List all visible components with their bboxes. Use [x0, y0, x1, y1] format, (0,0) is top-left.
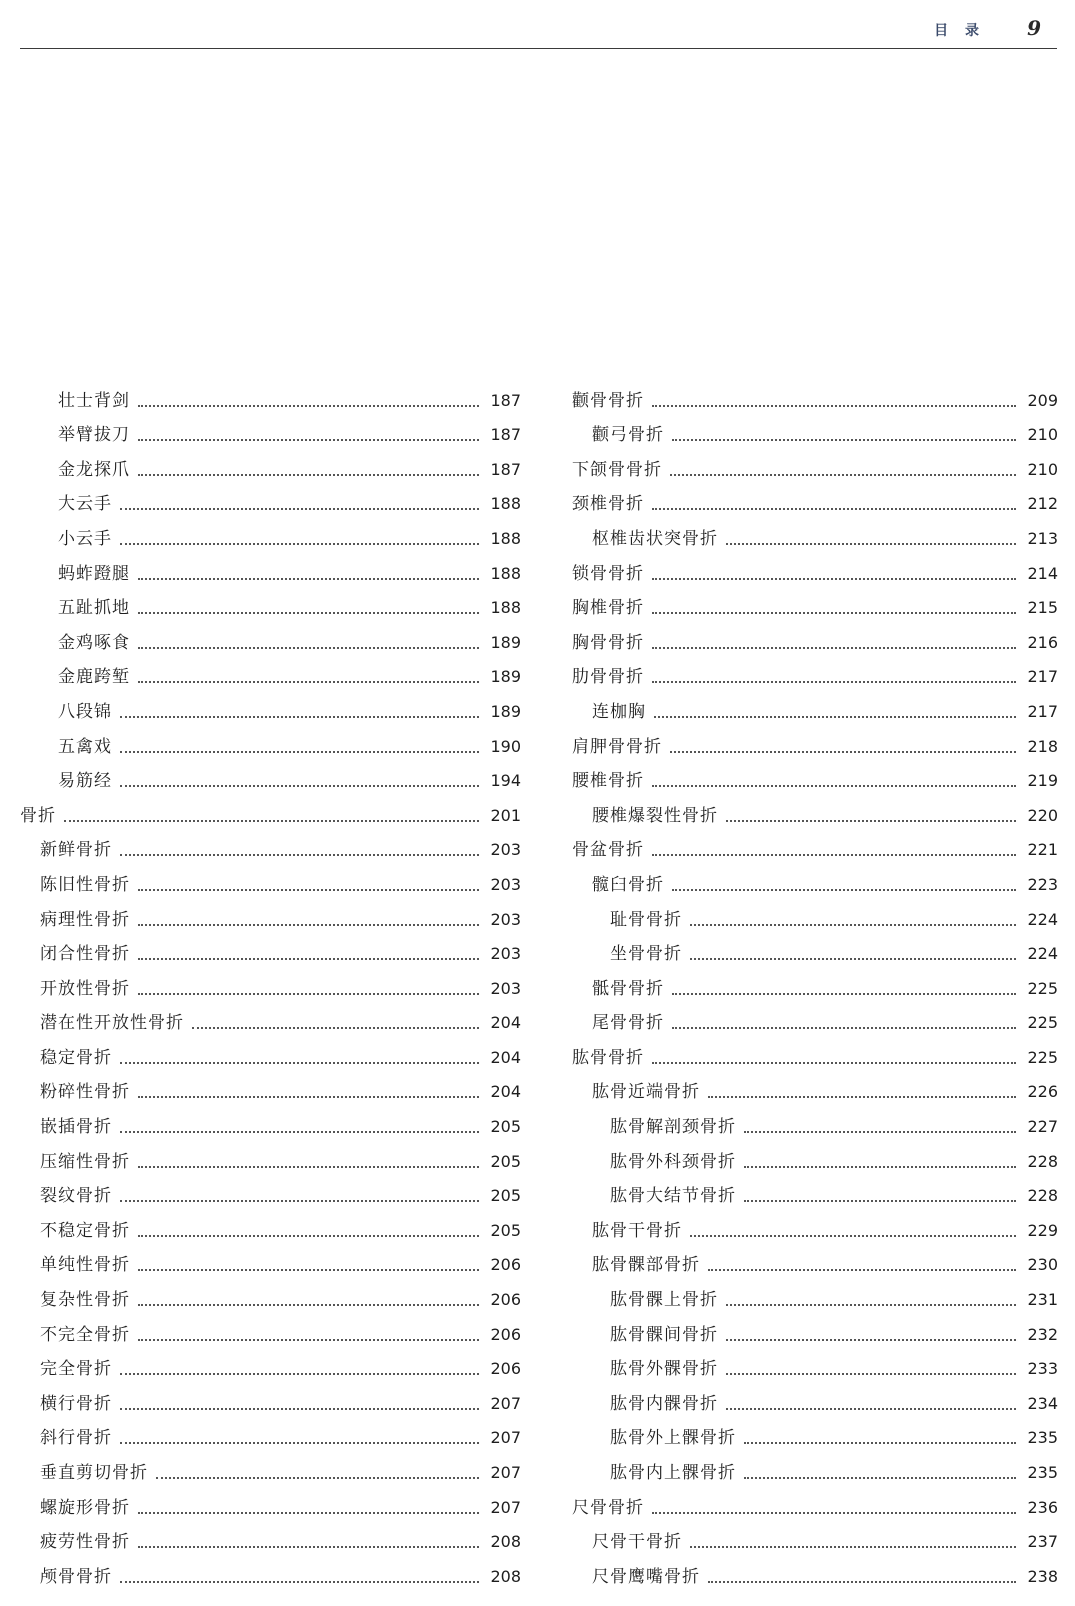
dot-leader — [652, 681, 1016, 683]
toc-entry — [20, 451, 521, 486]
toc-entry-title: 肱骨外上髁骨折 — [610, 1428, 736, 1449]
toc-entry-page-number: 203 — [490, 909, 521, 929]
toc-entry — [572, 1316, 1058, 1351]
toc-entry — [572, 1212, 1058, 1247]
toc-entry-page-number: 208 — [490, 1566, 521, 1586]
toc-entry-page-number: 210 — [1027, 425, 1058, 445]
dot-leader — [120, 1373, 479, 1375]
toc-entry-title: 易筋经 — [58, 771, 112, 792]
toc-entry — [20, 382, 521, 417]
toc-entry-page-number: 205 — [490, 1117, 521, 1137]
toc-entry-page-number: 189 — [490, 632, 521, 652]
toc-entry-page-number: 225 — [1027, 978, 1058, 998]
toc-entry-title: 颧骨骨折 — [572, 390, 644, 411]
toc-entry — [20, 1039, 521, 1074]
dot-leader — [744, 1477, 1016, 1479]
toc-entry-title: 连枷胸 — [592, 701, 646, 722]
toc-entry-title: 肩胛骨骨折 — [572, 736, 662, 757]
toc-entry-title: 耻骨骨折 — [610, 909, 682, 930]
toc-entry — [20, 1281, 521, 1316]
dot-leader — [120, 1442, 479, 1444]
toc-entry — [572, 693, 1058, 728]
toc-entry-title: 大云手 — [58, 494, 112, 515]
toc-entry-title: 疲劳性骨折 — [40, 1532, 130, 1553]
toc-entry-title: 腰椎爆裂性骨折 — [592, 805, 718, 826]
toc-entry — [572, 1074, 1058, 1109]
dot-leader — [672, 993, 1016, 995]
dot-leader — [138, 612, 479, 614]
dot-leader — [726, 820, 1016, 822]
toc-entry-page-number: 228 — [1027, 1186, 1058, 1206]
dot-leader — [652, 647, 1016, 649]
toc-entry-title: 裂纹骨折 — [40, 1186, 112, 1207]
dot-leader — [652, 1062, 1016, 1064]
toc-entry-page-number: 207 — [490, 1428, 521, 1448]
toc-entry-title: 肱骨内上髁骨折 — [610, 1463, 736, 1483]
header-section-label: 目 录 — [934, 23, 985, 39]
toc-entry-title: 壮士背剑 — [58, 390, 130, 411]
toc-entry-title: 肱骨干骨折 — [592, 1220, 682, 1241]
toc-entry — [572, 1351, 1058, 1386]
toc-entry-page-number: 225 — [1027, 1013, 1058, 1033]
toc-entry-title: 肱骨骨折 — [572, 1047, 644, 1068]
dot-leader — [120, 751, 479, 753]
toc-entry-title: 斜行骨折 — [40, 1428, 112, 1449]
dot-leader — [708, 1581, 1016, 1583]
dot-leader — [120, 716, 479, 718]
toc-entry-title: 闭合性骨折 — [40, 944, 130, 965]
toc-entry-title: 新鲜骨折 — [40, 840, 112, 861]
toc-entry-page-number: 236 — [1027, 1497, 1058, 1517]
toc-entry-title: 八段锦 — [58, 701, 112, 722]
toc-entry-title: 尾骨骨折 — [592, 1013, 664, 1034]
dot-leader — [138, 924, 479, 926]
dot-leader — [120, 508, 479, 510]
toc-entry — [20, 1108, 521, 1143]
toc-entry — [572, 970, 1058, 1005]
toc-entry — [572, 1420, 1058, 1455]
toc-entry-title: 肱骨髁上骨折 — [610, 1290, 718, 1311]
toc-entry-title: 颧弓骨折 — [592, 425, 664, 446]
dot-leader — [726, 1304, 1016, 1306]
toc-entry — [572, 1108, 1058, 1143]
toc-entry — [572, 901, 1058, 936]
toc-entry-title: 五趾抓地 — [58, 598, 130, 619]
toc-entry-title: 下颌骨骨折 — [572, 459, 662, 480]
toc-entry-page-number: 210 — [1027, 459, 1058, 479]
toc-entry-title: 开放性骨折 — [40, 978, 130, 999]
toc-entry-page-number: 201 — [490, 805, 521, 825]
toc-entry — [20, 624, 521, 659]
toc-entry — [572, 1385, 1058, 1420]
dot-leader — [156, 1477, 479, 1479]
toc-entry — [572, 797, 1058, 832]
toc-entry-page-number: 205 — [490, 1220, 521, 1240]
toc-entry-page-number: 206 — [490, 1324, 521, 1344]
toc-entry-page-number: 217 — [1027, 701, 1058, 721]
toc-entry-page-number: 205 — [490, 1151, 521, 1171]
dot-leader — [138, 1339, 479, 1341]
dot-leader — [652, 612, 1016, 614]
dot-leader — [138, 1512, 479, 1514]
toc-entry-title: 肱骨外髁骨折 — [610, 1359, 718, 1380]
dot-leader — [120, 1200, 479, 1202]
dot-leader — [138, 647, 479, 649]
dot-leader — [138, 474, 479, 476]
toc-entry — [20, 659, 521, 694]
toc-entry — [20, 970, 521, 1005]
dot-leader — [708, 1269, 1016, 1271]
toc-entry-title: 病理性骨折 — [40, 909, 130, 930]
toc-entry-title: 金鸡啄食 — [58, 632, 130, 653]
toc-entry-page-number: 189 — [490, 667, 521, 687]
dot-leader — [120, 1408, 479, 1410]
toc-entry-page-number: 231 — [1027, 1290, 1058, 1310]
toc-entry-page-number: 235 — [1027, 1428, 1058, 1448]
toc-entry-page-number: 194 — [490, 771, 521, 791]
toc-entry-title: 螺旋形骨折 — [40, 1497, 130, 1518]
toc-entry-title: 尺骨鹰嘴骨折 — [592, 1566, 700, 1587]
dot-leader — [690, 1546, 1016, 1548]
toc-entry-page-number: 227 — [1027, 1117, 1058, 1137]
toc-entry-page-number: 234 — [1027, 1393, 1058, 1413]
toc-entry-page-number: 206 — [490, 1290, 521, 1310]
toc-entry-page-number: 203 — [490, 840, 521, 860]
toc-entry-page-number: 206 — [490, 1255, 521, 1275]
toc-entry-title: 骨折 — [20, 805, 56, 826]
toc-entry-page-number: 188 — [490, 494, 521, 514]
toc-entry — [572, 486, 1058, 521]
toc-entry-title: 颈椎骨折 — [572, 494, 644, 515]
toc-entry-title: 腰椎骨折 — [572, 771, 644, 792]
toc-entry-title: 举臂拔刀 — [58, 425, 130, 446]
page-header — [20, 16, 1057, 49]
toc-entry-title: 肋骨骨折 — [572, 667, 644, 688]
toc-entry — [20, 1074, 521, 1109]
dot-leader — [138, 1235, 479, 1237]
toc-entry-page-number: 233 — [1027, 1359, 1058, 1379]
dot-leader — [690, 924, 1016, 926]
toc-entry — [572, 451, 1058, 486]
toc-entry-page-number: 203 — [490, 944, 521, 964]
toc-entry-page-number: 217 — [1027, 667, 1058, 687]
dot-leader — [138, 578, 479, 580]
toc-entry-page-number: 219 — [1027, 771, 1058, 791]
toc-entry — [20, 1489, 521, 1524]
toc-entry-title: 不稳定骨折 — [40, 1220, 130, 1241]
dot-leader — [726, 1373, 1016, 1375]
dot-leader — [138, 1304, 479, 1306]
toc-entry-page-number: 223 — [1027, 874, 1058, 894]
dot-leader — [138, 958, 479, 960]
dot-leader — [726, 1408, 1016, 1410]
toc-entry-page-number: 235 — [1027, 1463, 1058, 1482]
toc-entry-page-number: 188 — [490, 528, 521, 548]
toc-entry-title: 尺骨干骨折 — [592, 1532, 682, 1553]
toc-entry — [20, 590, 521, 625]
toc-entry-page-number: 204 — [490, 1013, 521, 1033]
dot-leader — [744, 1131, 1016, 1133]
dot-leader — [120, 854, 479, 856]
toc-entry — [20, 1178, 521, 1213]
toc-entry-page-number: 238 — [1027, 1566, 1058, 1586]
toc-entry-page-number: 204 — [490, 1082, 521, 1102]
toc-entry — [572, 832, 1058, 867]
toc-entry-page-number: 190 — [490, 736, 521, 756]
toc-entry-title: 潜在性开放性骨折 — [40, 1013, 184, 1034]
toc-entry-title: 陈旧性骨折 — [40, 874, 130, 895]
toc-entry — [20, 1420, 521, 1455]
toc-entry-page-number: 207 — [490, 1393, 521, 1413]
toc-entry-title: 胸椎骨折 — [572, 598, 644, 619]
dot-leader — [690, 1235, 1016, 1237]
toc-entry — [20, 486, 521, 521]
toc-entry — [20, 797, 521, 832]
dot-leader — [672, 889, 1016, 891]
toc-entry-title: 不完全骨折 — [40, 1324, 130, 1345]
toc-entry-title: 横行骨折 — [40, 1393, 112, 1414]
toc-entry-page-number: 203 — [490, 978, 521, 998]
toc-entry-title: 骶骨骨折 — [592, 978, 664, 999]
toc-entry-page-number: 208 — [490, 1532, 521, 1552]
toc-entry — [20, 1351, 521, 1386]
toc-entry-page-number: 218 — [1027, 736, 1058, 756]
toc-entry-title: 蚂蚱蹬腿 — [58, 563, 130, 584]
dot-leader — [120, 1131, 479, 1133]
dot-leader — [138, 1166, 479, 1168]
toc-entry — [20, 1143, 521, 1178]
toc-entry — [20, 1385, 521, 1420]
toc-entry-title: 肱骨近端骨折 — [592, 1082, 700, 1103]
dot-leader — [138, 1269, 479, 1271]
toc-entry-page-number: 215 — [1027, 598, 1058, 618]
dot-leader — [690, 958, 1016, 960]
toc-left-column — [20, 382, 521, 1593]
toc-entry-title: 尺骨骨折 — [572, 1497, 644, 1518]
toc-entry-page-number: 229 — [1027, 1220, 1058, 1240]
toc-entry-title: 肱骨内髁骨折 — [610, 1393, 718, 1414]
toc-entry-page-number: 205 — [490, 1186, 521, 1206]
toc-entry-title: 肱骨大结节骨折 — [610, 1186, 736, 1207]
toc-entry — [20, 555, 521, 590]
dot-leader — [652, 854, 1016, 856]
dot-leader — [120, 543, 479, 545]
toc-entry-title: 枢椎齿状突骨折 — [592, 528, 718, 549]
toc-entry-title: 金鹿跨堑 — [58, 667, 130, 688]
toc-entry — [572, 624, 1058, 659]
toc-entry — [572, 590, 1058, 625]
toc-entry-title: 完全骨折 — [40, 1359, 112, 1380]
toc-entry-page-number: 188 — [490, 598, 521, 618]
dot-leader — [672, 1027, 1016, 1029]
toc-right-column — [572, 382, 1058, 1593]
dot-leader — [652, 1512, 1016, 1514]
toc-entry — [20, 866, 521, 901]
dot-leader — [192, 1027, 479, 1029]
toc-entry — [20, 417, 521, 452]
toc-entry-title: 嵌插骨折 — [40, 1117, 112, 1138]
toc-entry-title: 颅骨骨折 — [40, 1566, 112, 1587]
toc-entry-page-number: 216 — [1027, 632, 1058, 652]
toc-entry-page-number: 207 — [490, 1463, 521, 1482]
toc-entry — [572, 1558, 1058, 1593]
toc-entry — [572, 763, 1058, 798]
dot-leader — [670, 751, 1016, 753]
toc-entry-page-number: 206 — [490, 1359, 521, 1379]
dot-leader — [120, 1581, 479, 1583]
toc-entry-title: 肱骨外科颈骨折 — [610, 1151, 736, 1172]
toc-entry-page-number: 237 — [1027, 1532, 1058, 1552]
toc-entry — [20, 832, 521, 867]
dot-leader — [726, 543, 1016, 545]
toc-entry — [572, 1281, 1058, 1316]
toc-entry — [20, 1247, 521, 1282]
toc-entry — [20, 1316, 521, 1351]
toc-entry-page-number: 207 — [490, 1497, 521, 1517]
toc-entry-title: 肱骨髁间骨折 — [610, 1324, 718, 1345]
toc-entry — [572, 520, 1058, 555]
dot-leader — [138, 1096, 479, 1098]
toc-entry-page-number: 188 — [490, 563, 521, 583]
dot-leader — [670, 474, 1016, 476]
dot-leader — [652, 578, 1016, 580]
toc-entry-title: 稳定骨折 — [40, 1047, 112, 1068]
dot-leader — [138, 993, 479, 995]
toc-entry — [572, 382, 1058, 417]
toc-entry — [20, 1005, 521, 1040]
toc-entry-title: 锁骨骨折 — [572, 563, 644, 584]
toc-entry-page-number: 214 — [1027, 563, 1058, 583]
dot-leader — [652, 508, 1016, 510]
toc-entry — [20, 1558, 521, 1593]
toc-entry-title: 肱骨解剖颈骨折 — [610, 1117, 736, 1138]
toc-entry-page-number: 220 — [1027, 805, 1058, 825]
dot-leader — [138, 405, 479, 407]
dot-leader — [744, 1200, 1016, 1202]
toc-entry-page-number: 203 — [490, 874, 521, 894]
toc-entry — [20, 936, 521, 971]
toc-entry-page-number: 209 — [1027, 390, 1058, 410]
toc-entry-page-number: 224 — [1027, 909, 1058, 929]
dot-leader — [138, 681, 479, 683]
toc-entry-page-number: 204 — [490, 1047, 521, 1067]
dot-leader — [672, 439, 1016, 441]
toc-entry — [572, 555, 1058, 590]
toc-entry — [572, 1489, 1058, 1524]
toc-entry — [20, 1454, 521, 1489]
dot-leader — [120, 1062, 479, 1064]
toc-entry-title: 肱骨髁部骨折 — [592, 1255, 700, 1276]
dot-leader — [652, 405, 1016, 407]
toc-entry — [20, 901, 521, 936]
dot-leader — [64, 820, 479, 822]
toc-entry-page-number: 189 — [490, 701, 521, 721]
toc-entry — [572, 659, 1058, 694]
dot-leader — [744, 1166, 1016, 1168]
toc-entry — [20, 1524, 521, 1559]
toc-entry — [572, 728, 1058, 763]
toc-entry-title: 髋臼骨折 — [592, 874, 664, 895]
toc-entry — [572, 1454, 1058, 1489]
dot-leader — [120, 785, 479, 787]
toc-entry-page-number: 232 — [1027, 1324, 1058, 1344]
toc-entry-page-number: 187 — [490, 390, 521, 410]
toc-entry — [20, 763, 521, 798]
toc-entry — [572, 1039, 1058, 1074]
toc-entry-title: 坐骨骨折 — [610, 944, 682, 965]
toc-entry — [572, 936, 1058, 971]
toc-entry — [572, 417, 1058, 452]
dot-leader — [654, 716, 1016, 718]
toc-entry-title: 胸骨骨折 — [572, 632, 644, 653]
toc-entry-title: 金龙探爪 — [58, 459, 130, 480]
toc-entry-title: 五禽戏 — [58, 736, 112, 757]
dot-leader — [726, 1339, 1016, 1341]
dot-leader — [708, 1096, 1016, 1098]
toc-entry — [572, 1178, 1058, 1213]
toc-entry-page-number: 221 — [1027, 840, 1058, 860]
dot-leader — [138, 439, 479, 441]
dot-leader — [138, 889, 479, 891]
toc-entry — [20, 693, 521, 728]
toc-entry-title: 垂直剪切骨折 — [40, 1463, 148, 1483]
toc-entry — [20, 1212, 521, 1247]
toc-entry — [572, 1247, 1058, 1282]
toc-entry-page-number: 230 — [1027, 1255, 1058, 1275]
header-page-number: 9 — [1027, 16, 1041, 40]
toc-entry — [572, 1143, 1058, 1178]
toc-entry-page-number: 225 — [1027, 1047, 1058, 1067]
toc-entry-title: 压缩性骨折 — [40, 1151, 130, 1172]
dot-leader — [138, 1546, 479, 1548]
dot-leader — [652, 785, 1016, 787]
toc-entry-title: 复杂性骨折 — [40, 1290, 130, 1311]
toc-entry-title: 骨盆骨折 — [572, 840, 644, 861]
toc-entry — [572, 1005, 1058, 1040]
dot-leader — [744, 1442, 1016, 1444]
toc-entry-page-number: 212 — [1027, 494, 1058, 514]
toc-entry-page-number: 224 — [1027, 944, 1058, 964]
toc-entry-page-number: 226 — [1027, 1082, 1058, 1102]
toc-entry-page-number: 213 — [1027, 528, 1058, 548]
toc-entry-page-number: 187 — [490, 459, 521, 479]
toc-entry — [572, 1524, 1058, 1559]
toc-entry-title: 单纯性骨折 — [40, 1255, 130, 1276]
toc-entry-page-number: 187 — [490, 425, 521, 445]
toc-entry — [572, 866, 1058, 901]
toc-entry — [20, 728, 521, 763]
toc-entry-title: 小云手 — [58, 528, 112, 549]
toc-entry — [20, 520, 521, 555]
toc-entry-title: 粉碎性骨折 — [40, 1082, 130, 1103]
toc-entry-page-number: 228 — [1027, 1151, 1058, 1171]
